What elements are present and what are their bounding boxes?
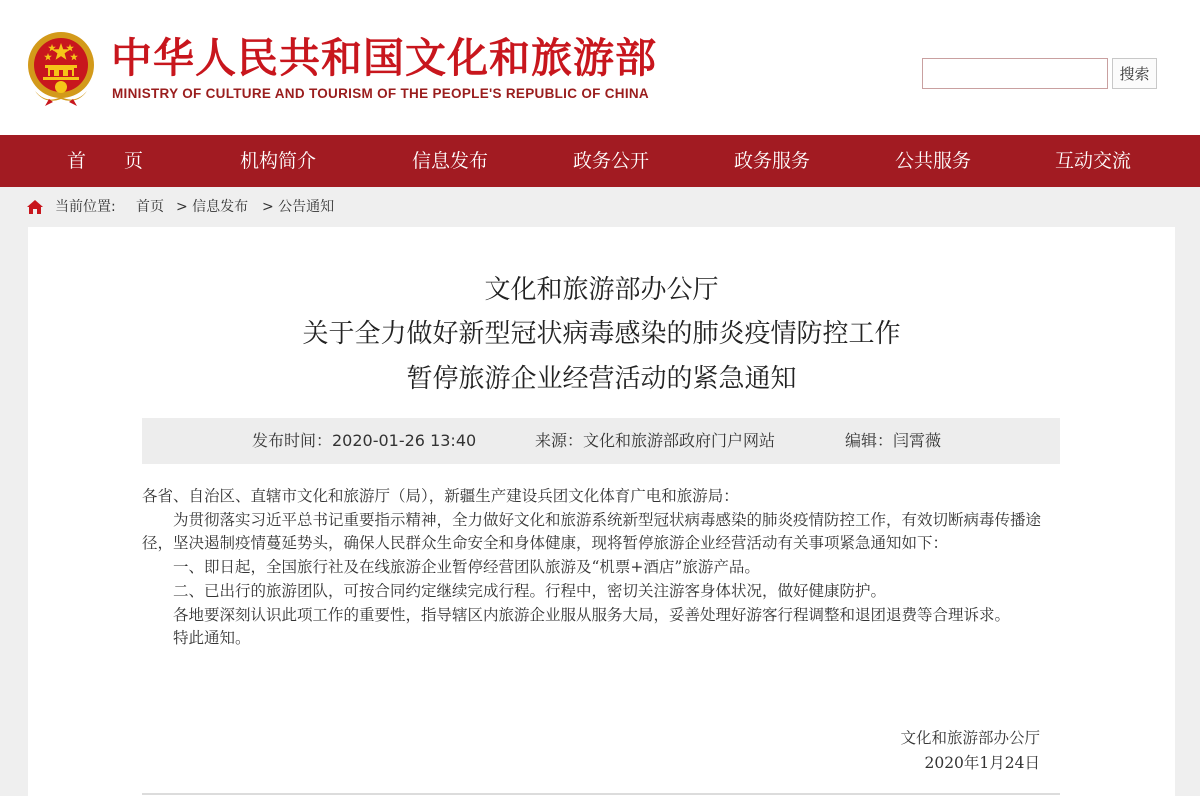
nav-item-home[interactable]: 首 页 [67,150,144,172]
main-nav [0,135,1200,187]
article-title-line-1: 文化和旅游部办公厅 [484,275,719,305]
breadcrumb [0,187,1200,227]
search-box [922,58,1157,91]
article-panel [28,227,1175,796]
nav-item-government-services[interactable]: 政务服务 [734,150,811,172]
home-icon [26,199,44,215]
nav-item-government-affairs[interactable]: 政务公开 [573,150,650,172]
breadcrumb-home[interactable]: 首页 [136,199,164,215]
article-paragraph: 一、即日起，全国旅行社及在线旅游企业暂停经营团队旅游及“机票+酒店”旅游产品。 [173,558,760,577]
breadcrumb-notices[interactable]: > 公告通知 [262,199,335,215]
article-paragraph-salutation: 各省、自治区、直辖市文化和旅游厅（局），新疆生产建设兵团文化体育广电和旅游局： [142,487,739,505]
search-input[interactable] [922,58,1108,89]
breadcrumb-prefix: 当前位置: [55,199,116,215]
signature-org: 文化和旅游部办公厅 [900,729,1040,747]
publish-time: 发布时间：2020-01-26 13:40 [252,431,477,450]
nav-item-news[interactable]: 信息发布 [412,150,489,172]
article-meta-bar [142,418,1060,464]
nav-item-public-services[interactable]: 公共服务 [895,150,972,172]
article-paragraph: 特此通知。 [173,629,251,648]
article-paragraph: 为贯彻落实习近平总书记重要指示精神，全力做好文化和旅游系统新型冠状病毒感染的肺炎疫情防控工作，有效切断病毒传播途径，坚决遏制疫情蔓延势头，确保人民群众生命安全和身体健康，现将暂停旅游企业经营活动有关事项紧急通知如下： [142,510,1042,553]
article-body [142,485,1060,651]
nav-item-about[interactable]: 机构简介 [240,150,317,172]
article-source: 来源：文化和旅游部政府门户网站 [535,431,776,450]
article-editor: 编辑：闫霄薇 [845,431,942,450]
breadcrumb-news[interactable]: > 信息发布 [176,199,249,215]
article-bottom-divider [142,793,1060,795]
national-emblem-icon [25,29,97,107]
article-paragraph: 各地要深刻认识此项工作的重要性，指导辖区内旅游企业服从服务大局，妥善处理好游客行程调整和退团退费等合理诉求。 [173,605,1011,624]
site-title-chinese: 中华人民共和国文化和旅游部 [111,34,657,82]
search-button[interactable]: 搜索 [1112,58,1157,89]
article-paragraph: 二、已出行的旅游团队，可按合同约定继续完成行程。行程中，密切关注游客身体状况，做好健康防护。 [173,581,887,600]
nav-item-interaction[interactable]: 互动交流 [1055,150,1132,172]
article-title-line-2: 关于全力做好新型冠状病毒感染的肺炎疫情防控工作 [302,319,901,349]
site-header [0,0,1200,135]
signature-date: 2020年1月24日 [924,754,1040,772]
site-title-english: MINISTRY OF CULTURE AND TOURISM OF THE PEOPLE'S REPUBLIC OF CHINA [112,86,649,101]
article-title-line-3: 暂停旅游企业经营活动的紧急通知 [406,364,797,394]
